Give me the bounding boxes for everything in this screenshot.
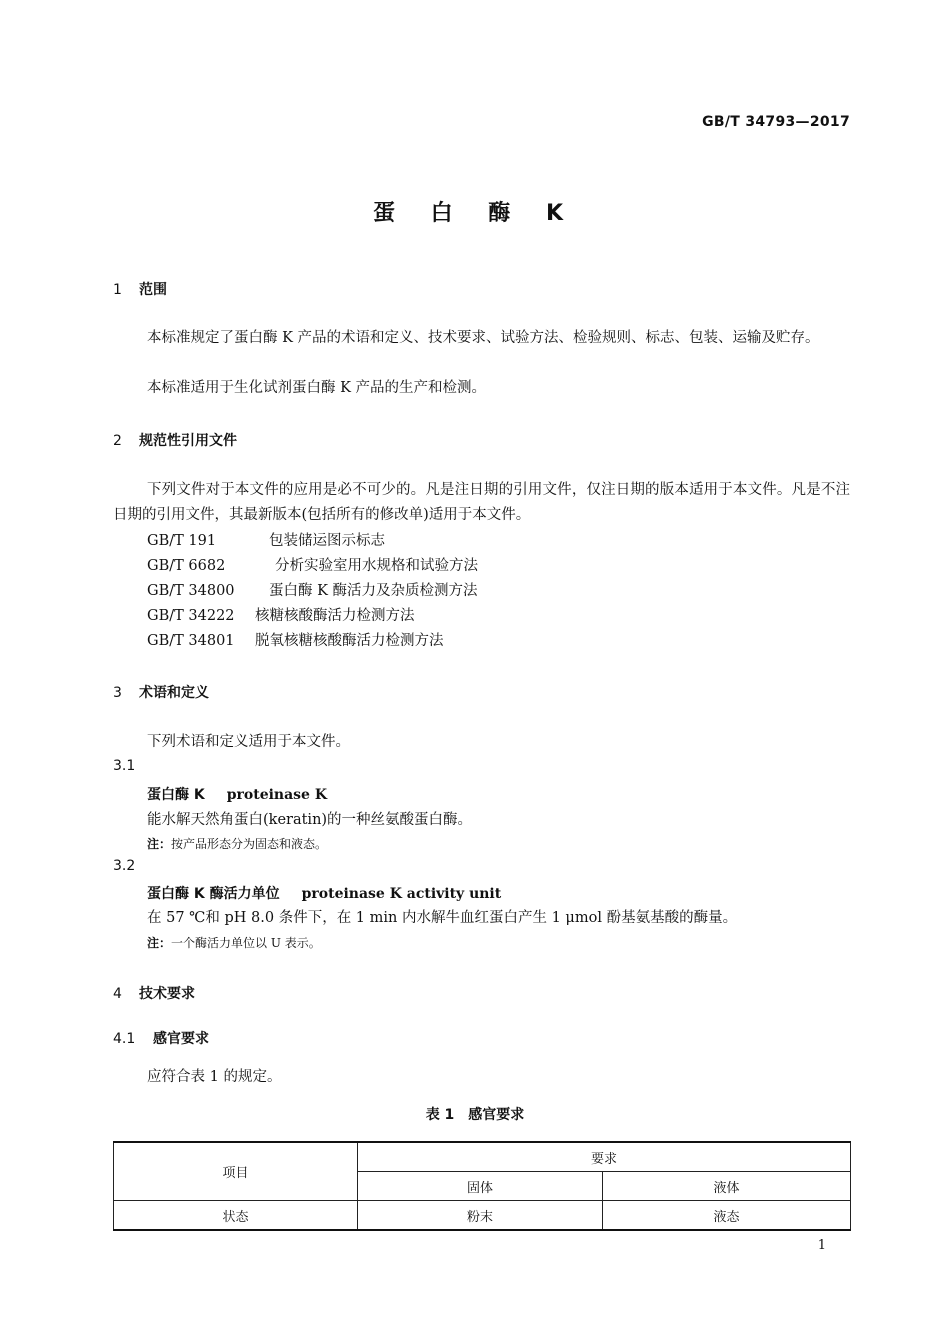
reference-item: [147, 579, 478, 600]
section-number: 1: [113, 282, 122, 298]
reference-code: GB/T 34222: [147, 608, 235, 624]
reference-name: 脱氧核糖核酸酶活力检测方法: [255, 633, 444, 649]
table-header-requirement: 要求: [358, 1142, 851, 1172]
section-4-1-paragraph: 应符合表 1 的规定。: [147, 1069, 282, 1085]
table-cell-liquid: 液态: [603, 1201, 851, 1231]
table-cell-item: 状态: [114, 1201, 358, 1231]
reference-item: [147, 629, 444, 650]
reference-code: GB/T 34801: [147, 633, 235, 649]
section-2-heading: [113, 430, 237, 450]
section-number: 4: [113, 986, 122, 1002]
section-title: 术语和定义: [139, 685, 209, 701]
term-heading: [147, 784, 327, 804]
term-definition: 在 57 ℃和 pH 8.0 条件下，在 1 min 内水解牛血红蛋白产生 1 μmol 酚基氨基酸的酶量。: [147, 910, 738, 926]
term-definition: 能水解天然角蛋白(keratin)的一种丝氨酸蛋白酶。: [147, 812, 473, 828]
section-number: 2: [113, 433, 122, 449]
section-4-1-heading: [113, 1028, 209, 1048]
page-number: 1: [817, 1238, 826, 1253]
reference-item: [147, 529, 385, 550]
term-english: proteinase K activity unit: [301, 886, 502, 902]
standard-number: GB/T 34793—2017: [702, 114, 850, 130]
term-heading: [147, 883, 501, 903]
section-title: 技术要求: [139, 986, 195, 1002]
term-number: 3.2: [113, 858, 136, 874]
note-label: 注：: [147, 936, 172, 950]
section-number: 3: [113, 685, 122, 701]
reference-name: 蛋白酶 K 酶活力及杂质检测方法: [269, 583, 478, 599]
section-1-paragraph-2: 本标准适用于生化试剂蛋白酶 K 产品的生产和检测。: [147, 380, 487, 396]
table-header-solid: 固体: [358, 1172, 603, 1201]
reference-code: GB/T 34800: [147, 583, 235, 599]
table-header-item: 项目: [114, 1142, 358, 1201]
reference-name: 核糖核酸酶活力检测方法: [255, 608, 415, 624]
reference-name: 分析实验室用水规格和试验方法: [275, 558, 478, 574]
section-4-heading: [113, 983, 195, 1003]
term-note: [147, 934, 321, 951]
note-label: 注：: [147, 837, 172, 851]
section-title: 规范性引用文件: [139, 433, 237, 449]
section-number: 4.1: [113, 1031, 136, 1047]
term-chinese: 蛋白酶 K 酶活力单位: [147, 886, 280, 902]
section-3-heading: [113, 682, 209, 702]
table-header-liquid: 液体: [603, 1172, 851, 1201]
section-1-heading: [113, 279, 167, 299]
document-title: 蛋 白 酶 K: [372, 201, 578, 226]
note-text: 按产品形态分为固态和液态。: [171, 837, 328, 851]
reference-name: 包装储运图示标志: [269, 533, 385, 549]
term-english: proteinase K: [226, 787, 328, 803]
reference-code: GB/T 6682: [147, 558, 226, 574]
sensory-requirements-table: [113, 1141, 851, 1231]
term-note: [147, 835, 327, 852]
section-2-paragraph-1: 下列文件对于本文件的应用是必不可少的。凡是注日期的引用文件，仅注日期的版本适用于本文件。凡是不注日期的引用文件，其最新版本(包括所有的修改单)适用于本文件。: [113, 482, 850, 523]
section-3-paragraph-1: 下列术语和定义适用于本文件。: [147, 734, 350, 750]
section-title: 范围: [139, 282, 167, 298]
section-1-paragraph-1: 本标准规定了蛋白酶 K 产品的术语和定义、技术要求、试验方法、检验规则、标志、包装、运输及贮存。: [147, 330, 820, 346]
table-row: [114, 1201, 851, 1231]
reference-code: GB/T 191: [147, 533, 217, 549]
reference-item: [147, 604, 415, 625]
term-chinese: 蛋白酶 K: [147, 787, 205, 803]
table-cell-solid: 粉末: [358, 1201, 603, 1231]
section-title: 感官要求: [153, 1031, 209, 1047]
reference-item: [147, 554, 478, 575]
term-number: 3.1: [113, 758, 136, 774]
table-caption: 表 1 感官要求: [425, 1107, 525, 1123]
note-text: 一个酶活力单位以 U 表示。: [171, 936, 321, 950]
